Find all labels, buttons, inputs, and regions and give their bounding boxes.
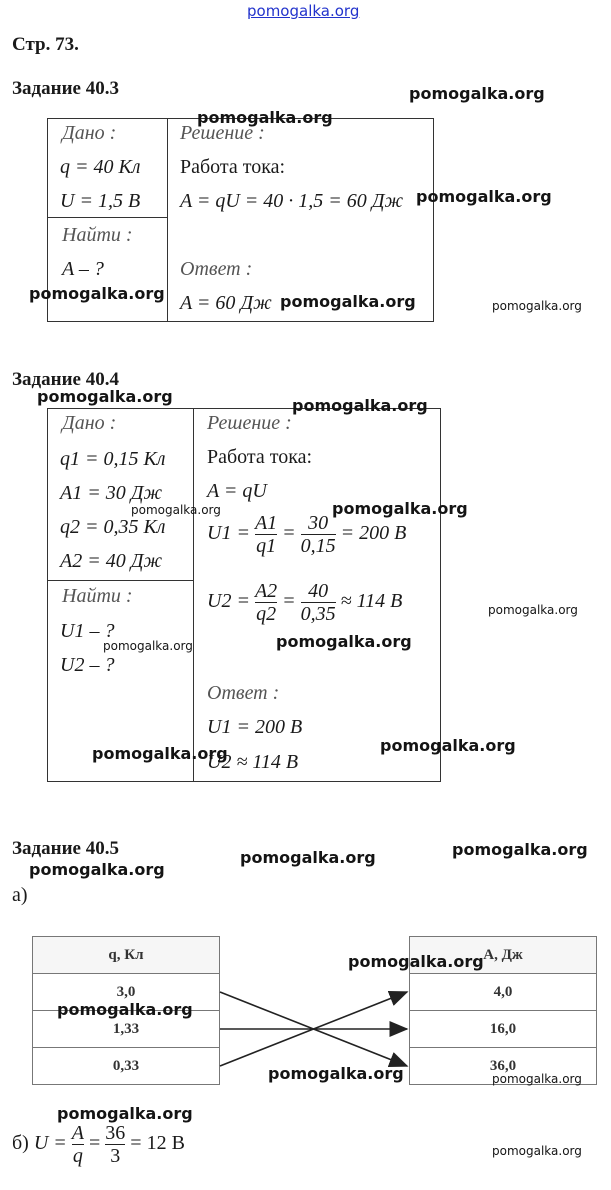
watermark: pomogalka.org	[268, 1064, 404, 1083]
right-table-row-1: 4,0	[409, 973, 597, 1011]
u1-den: q1	[256, 535, 277, 557]
u1-num: A1	[254, 512, 278, 534]
watermark: pomogalka.org	[57, 1000, 193, 1019]
watermark: pomogalka.org	[131, 503, 221, 517]
task-405-part-b	[12, 1122, 185, 1167]
part-b-den: q	[72, 1145, 83, 1167]
task-404-answer-label: Ответ :	[207, 682, 280, 704]
u1-num2: 30	[308, 512, 329, 534]
left-table-row-2: 1,33	[32, 1010, 220, 1048]
watermark: pomogalka.org	[492, 1144, 582, 1158]
right-table-row-3: 36,0	[409, 1047, 597, 1085]
watermark: pomogalka.org	[197, 108, 333, 127]
task-403-answer-label: Ответ :	[180, 258, 253, 280]
task-404-title: Задание 40.4	[12, 369, 119, 390]
watermark: pomogalka.org	[37, 387, 173, 406]
watermark: pomogalka.org	[29, 860, 165, 879]
watermark: pomogalka.org	[416, 187, 552, 206]
watermark: pomogalka.org	[103, 639, 193, 653]
watermark: pomogalka.org	[492, 299, 582, 313]
task-404-given-a1: A1 = 30 Дж	[60, 482, 163, 504]
part-b-fraction-symbolic	[72, 1122, 84, 1167]
task-404-given-a2: A2 = 40 Дж	[60, 550, 163, 572]
left-table-header: q, Кл	[32, 936, 220, 974]
part-b-result: = 12 В	[130, 1132, 185, 1155]
task-404-answer-u2: U2 ≈ 114 В	[207, 751, 299, 773]
left-table-row-1: 3,0	[32, 973, 220, 1011]
right-table-header: A, Дж	[409, 936, 597, 974]
task-403-given-q: q = 40 Кл	[60, 156, 141, 178]
u2-num2: 40	[308, 580, 329, 602]
watermark: pomogalka.org	[452, 840, 588, 859]
u2-den: q2	[256, 603, 277, 625]
u1-eq: =	[282, 522, 296, 545]
u1-lhs: U1 =	[207, 522, 250, 545]
part-b-eq: =	[89, 1132, 101, 1155]
task-403-title: Задание 40.3	[12, 78, 119, 99]
task-405-title: Задание 40.5	[12, 838, 119, 859]
part-b-num2: 36	[105, 1122, 126, 1144]
watermark: pomogalka.org	[92, 744, 228, 763]
watermark: pomogalka.org	[240, 848, 376, 867]
task-403-given-label: Дано :	[62, 122, 117, 144]
u2-lhs: U2 =	[207, 590, 250, 613]
task-404-find-u2: U2 – ?	[60, 654, 115, 676]
task-405-part-a: а)	[12, 884, 28, 906]
right-table-row-2: 16,0	[409, 1010, 597, 1048]
watermark: pomogalka.org	[409, 84, 545, 103]
task-403-given-u: U = 1,5 В	[60, 190, 141, 212]
watermark: pomogalka.org	[492, 1072, 582, 1086]
task-404-solution-label: Решение :	[207, 412, 292, 434]
task-403-find-a: A – ?	[62, 258, 104, 280]
task-403-solution-label: Решение :	[180, 122, 265, 144]
watermark: pomogalka.org	[280, 292, 416, 311]
watermark: pomogalka.org	[332, 499, 468, 518]
watermark: pomogalka.org	[488, 603, 578, 617]
u1-den2: 0,15	[300, 535, 336, 557]
task-404-given-label: Дано :	[62, 412, 117, 434]
u2-num: A2	[254, 580, 278, 602]
site-link[interactable]: pomogalka.org	[247, 2, 360, 20]
task-403-find-label: Найти :	[62, 224, 133, 246]
task-404-work-label: Работа тока:	[207, 446, 313, 468]
watermark: pomogalka.org	[292, 396, 428, 415]
page-label: Стр. 73.	[12, 34, 79, 55]
task-403-work-label: Работа тока:	[180, 156, 286, 178]
part-b-num: A	[71, 1122, 85, 1144]
task-404-given-q2: q2 = 0,35 Кл	[60, 516, 166, 538]
watermark: pomogalka.org	[29, 284, 165, 303]
part-b-lhs: U =	[33, 1132, 67, 1155]
watermark: pomogalka.org	[380, 736, 516, 755]
task-403-answer: A = 60 Дж	[180, 292, 272, 314]
left-table-row-3: 0,33	[32, 1047, 220, 1085]
part-b-den2: 3	[105, 1144, 125, 1167]
watermark: pomogalka.org	[57, 1104, 193, 1123]
task-404-answer-u1: U1 = 200 В	[207, 716, 303, 738]
u1-result: = 200 В	[340, 522, 407, 545]
u2-result: ≈ 114 В	[340, 590, 403, 613]
task-404-find-u1: U1 – ?	[60, 620, 115, 642]
u2-eq: =	[282, 590, 296, 613]
task-404-formula-main: A = qU	[207, 480, 267, 502]
task-404-given-q1: q1 = 0,15 Кл	[60, 448, 166, 470]
part-b-fraction-numeric	[105, 1122, 125, 1167]
watermark: pomogalka.org	[348, 952, 484, 971]
part-b-label: б)	[12, 1132, 29, 1155]
watermark: pomogalka.org	[276, 632, 412, 651]
u2-den2: 0,35	[300, 603, 336, 625]
task-404-find-label: Найти :	[62, 585, 133, 607]
task-403-formula: A = qU = 40 · 1,5 = 60 Дж	[180, 190, 404, 212]
